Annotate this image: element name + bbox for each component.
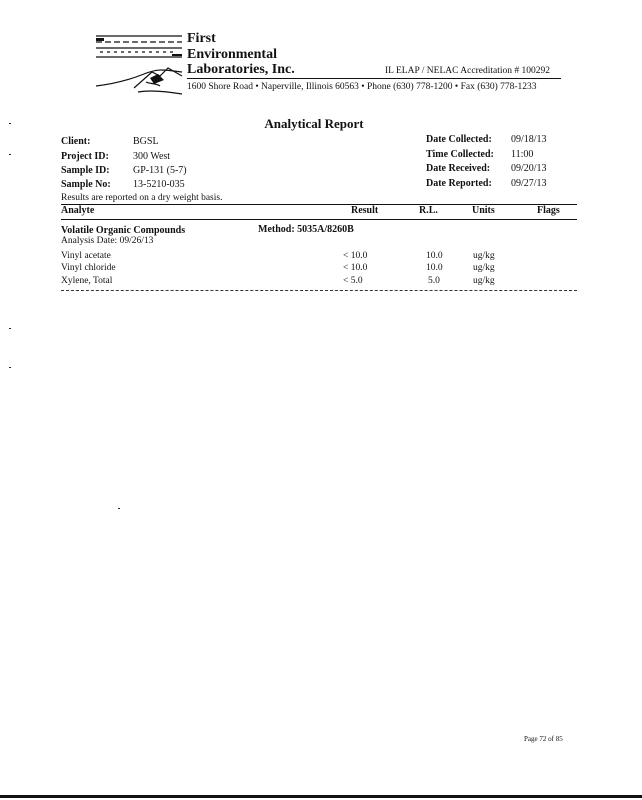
row-units: ug/kg [473,276,495,286]
lab-name-line3: Laboratories, Inc. [187,62,295,77]
accreditation-text: IL ELAP / NELAC Accreditation # 100292 [385,66,550,76]
lab-address: 1600 Shore Road • Naperville, Illinois 60563 • Phone (630) 778-1200 • Fax (630) 778-1233 [187,82,537,92]
client-label: Client: [61,136,91,147]
table-header-rule [61,219,577,220]
row-analyte: Xylene, Total [61,276,113,286]
col-header-result: Result [351,205,379,216]
date-reported-value: 09/27/13 [511,178,547,189]
col-header-analyte: Analyte [61,205,95,216]
page-bottom-edge [0,795,642,798]
lab-name-line2: Environmental [187,46,277,62]
project-id-label: Project ID: [61,151,109,162]
dry-weight-note: Results are reported on a dry weight basis. [61,193,223,203]
header-divider [187,78,561,79]
col-header-units: Units [472,205,495,216]
report-title: Analytical Report [264,116,364,131]
sample-id-label: Sample ID: [61,165,110,176]
company-logo [94,30,186,100]
date-collected-value: 09/18/13 [511,134,547,145]
table-row [0,276,642,289]
page-number: Page 72 of 85 [524,735,563,743]
row-result: < 5.0 [343,276,363,286]
analyte-group-name: Volatile Organic Compounds [61,225,186,236]
date-received-label: Date Received: [426,163,491,174]
sample-id-value: GP-131 (5-7) [133,165,187,176]
row-result: < 10.0 [343,263,368,273]
lab-name-line1: First [187,31,216,46]
col-header-flags: Flags [537,205,560,216]
scan-speck [9,123,11,124]
scan-speck [9,328,11,329]
row-result: < 10.0 [343,251,368,261]
project-id-value: 300 West [133,151,171,162]
table-row [0,263,642,276]
row-units: ug/kg [473,263,495,273]
row-rl: 10.0 [426,263,443,273]
row-analyte: Vinyl chloride [61,263,116,273]
sample-no-value: 13-5210-035 [133,179,185,190]
date-received-value: 09/20/13 [511,163,547,174]
scan-speck [9,154,11,155]
sample-no-label: Sample No: [61,179,111,190]
row-rl: 5.0 [428,276,440,286]
row-rl: 10.0 [426,251,443,261]
lab-name [187,31,295,78]
scan-speck [118,508,120,509]
table-bottom-rule [61,290,577,291]
table-top-rule [61,204,577,205]
row-units: ug/kg [473,251,495,261]
method-text: Method: 5035A/8260B [258,224,354,235]
row-analyte: Vinyl acetate [61,251,111,261]
time-collected-label: Time Collected: [426,149,494,160]
time-collected-value: 11:00 [511,149,534,160]
col-header-rl: R.L. [419,205,438,216]
date-collected-label: Date Collected: [426,134,492,145]
analysis-date: Analysis Date: 09/26/13 [61,236,154,246]
client-value: BGSL [133,136,159,147]
date-reported-label: Date Reported: [426,178,492,189]
scan-speck [9,367,11,368]
